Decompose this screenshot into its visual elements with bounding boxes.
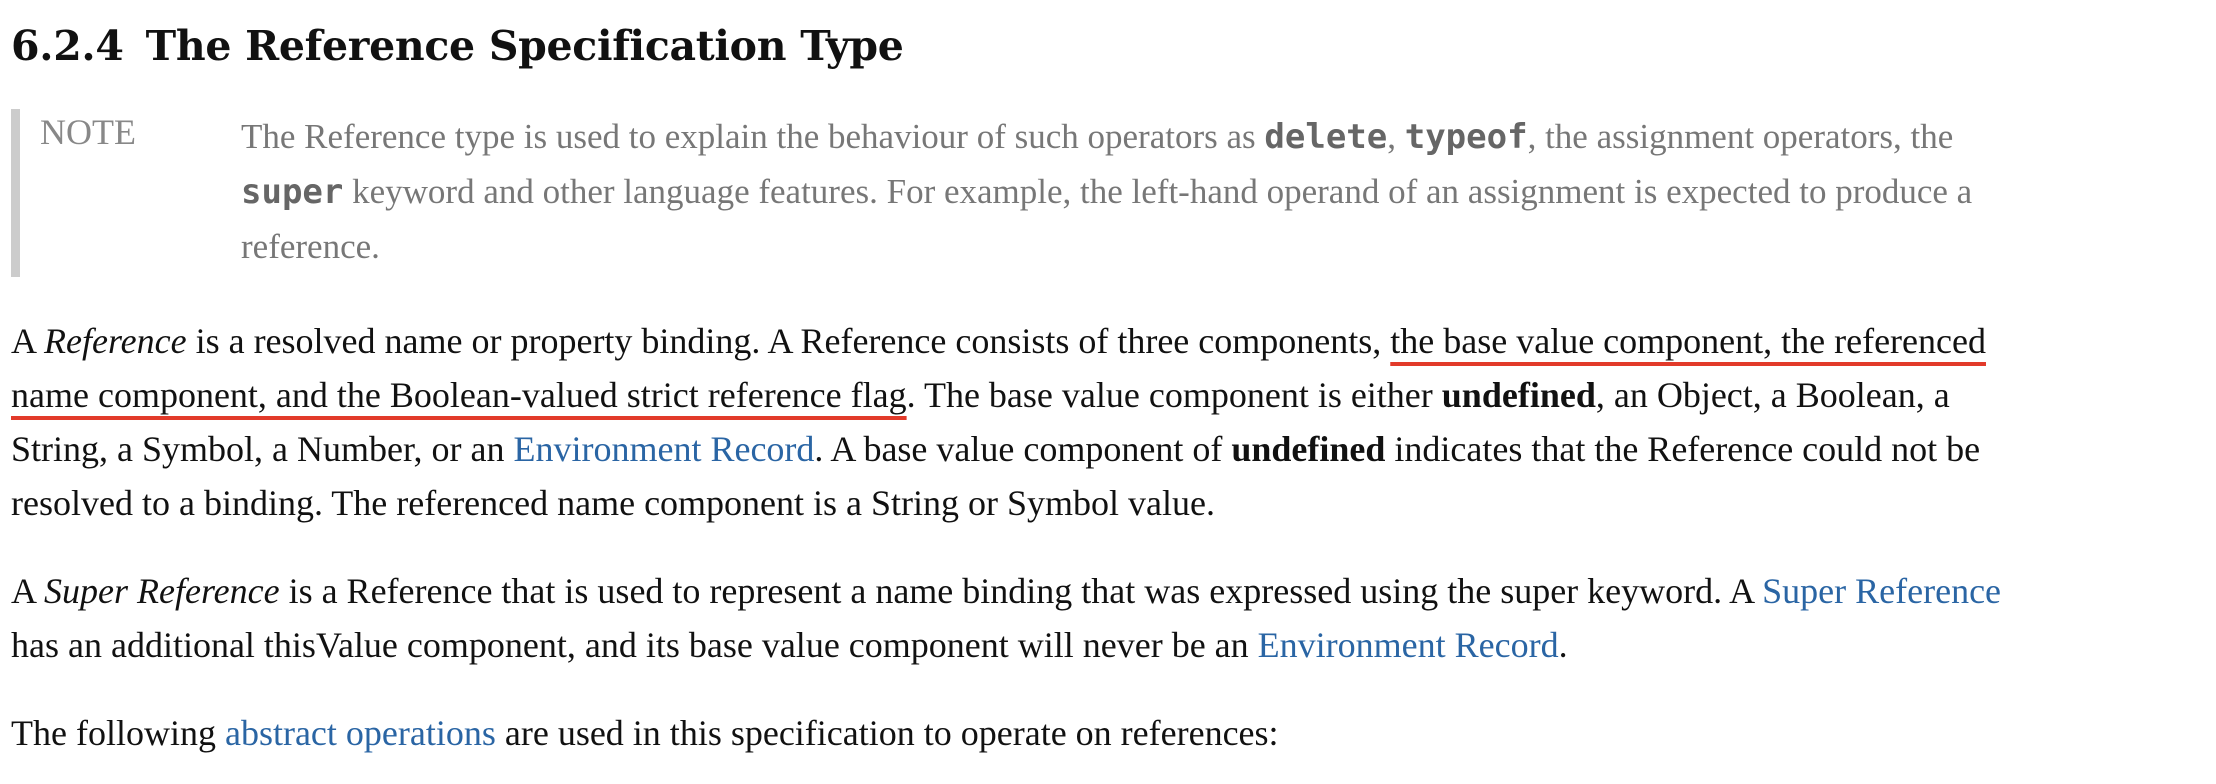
note-text: reference. <box>241 227 380 266</box>
note-text: The Reference type is used to explain the behaviour of such operators as <box>241 117 1265 156</box>
note-text: , <box>1387 117 1405 156</box>
text: . A base value component of <box>814 429 1232 469</box>
paragraph-line <box>11 564 2207 618</box>
term-reference: Reference <box>44 321 187 361</box>
text: resolved to a binding. The referenced name component is a String or Symbol value. <box>11 483 1216 523</box>
note-label: NOTE <box>40 112 136 152</box>
text: String, a Symbol, a Number, or an <box>11 429 514 469</box>
note-line-1 <box>241 109 2216 164</box>
code-typeof: typeof <box>1404 117 1528 157</box>
super-reference-paragraph <box>11 564 2207 672</box>
section-heading <box>11 22 904 70</box>
paragraph-line <box>11 368 2207 422</box>
highlighted-text: name component, and the Boolean-valued strict reference flag <box>11 375 907 415</box>
note-line-3 <box>241 219 2216 274</box>
super-reference-link[interactable]: Super Reference <box>1762 571 2002 611</box>
paragraph-line <box>11 422 2207 476</box>
text: is a resolved name or property binding. A Reference consists of three components, <box>186 321 1391 361</box>
paragraph-line <box>11 314 2207 368</box>
paragraph-line <box>11 618 2207 672</box>
note-body <box>241 109 2216 274</box>
note-box <box>11 109 2207 277</box>
text: , an Object, a Boolean, a <box>1595 375 1950 415</box>
bold-undefined: undefined <box>1441 375 1596 415</box>
abstract-operations-paragraph <box>11 706 2207 760</box>
code-super: super <box>241 172 344 212</box>
reference-definition-paragraph <box>11 314 2207 530</box>
text: A <box>11 321 45 361</box>
paragraph-line <box>11 706 2207 760</box>
highlighted-text: the base value component, the referenced <box>1390 321 1986 361</box>
text: . The base value component is either <box>906 375 1442 415</box>
text: is a Reference that is used to represent a name binding that was expressed using the super keyword. A <box>279 571 1763 611</box>
section-title: The Reference Specification Type <box>145 22 904 70</box>
note-line-2 <box>241 164 2216 219</box>
abstract-operations-link[interactable]: abstract operations <box>224 713 496 753</box>
text: A <box>11 571 45 611</box>
text: has an additional thisValue component, and its base value component will never be an <box>11 625 1258 665</box>
environment-record-link[interactable]: Environment Record <box>1257 625 1559 665</box>
bold-undefined: undefined <box>1231 429 1386 469</box>
section-number: 6.2.4 <box>11 22 124 70</box>
text: . <box>1558 625 1568 665</box>
note-text: keyword and other language features. For example, the left-hand operand of an assignment is expected to produce a <box>343 172 1973 211</box>
paragraph-line <box>11 476 2207 530</box>
note-text: , the assignment operators, the <box>1527 117 1954 156</box>
environment-record-link[interactable]: Environment Record <box>513 429 815 469</box>
code-delete: delete <box>1264 117 1388 157</box>
text: The following <box>11 713 225 753</box>
term-super-reference: Super Reference <box>44 571 280 611</box>
text: are used in this specification to operate on references: <box>495 713 1279 753</box>
text: indicates that the Reference could not be <box>1385 429 1981 469</box>
